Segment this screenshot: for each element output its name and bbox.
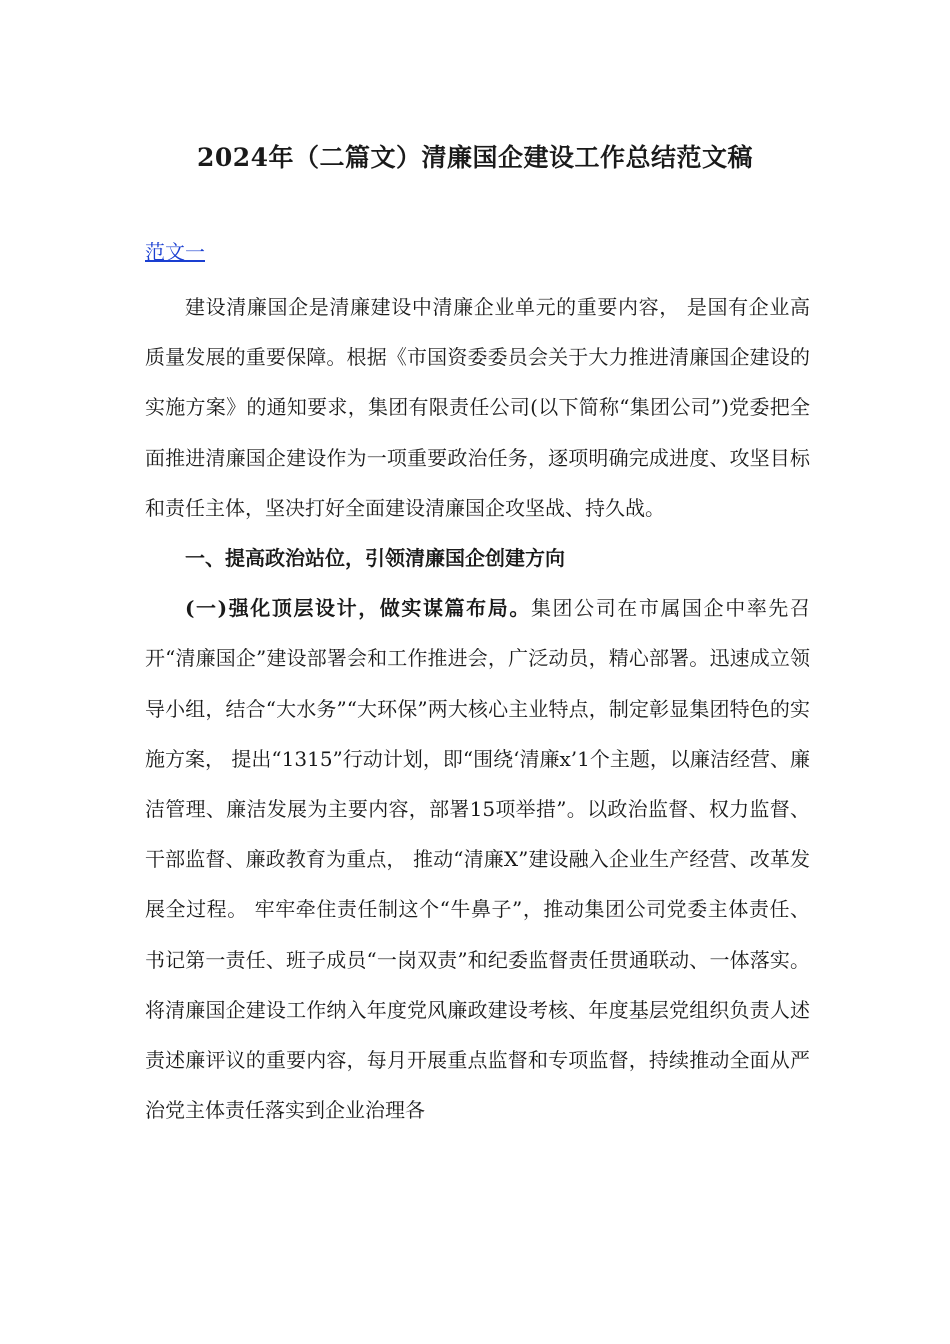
subsection-lead: (一)强化顶层设计，做实谋篇布局。 (185, 596, 531, 621)
document-body (145, 282, 810, 1135)
intro-paragraph: 建设清廉国企是清廉建设中清廉企业单元的重要内容， 是国有企业高质量发展的重要保障。根据《市国资委委员会关于大力推进清廉国企建设的实施方案》的通知要求，集团有限责任公司(以下简称“集团公司”)党委把全面推进清廉国企建设作为一项重要政治任务，逐项明确完成进度、攻坚目标和责任主体，坚决打好全面建设清廉国企攻坚战、持久战。 (145, 295, 810, 520)
document-title: 2024年（二篇文）清廉国企建设工作总结范文稿 (196, 143, 754, 172)
section-heading: 一、提高政治站位，引领清廉国企创建方向 (185, 546, 565, 571)
sample-one-link[interactable]: 范文一 (145, 240, 205, 264)
subsection-paragraph (145, 583, 810, 1135)
subsection-body: 集团公司在市属国企中率先召开“清廉国企”建设部署会和工作推进会，广泛动员，精心部署。迅速成立领导小组，结合“大水务”“大环保”两大核心主业特点，制定彰显集团特色的实施方案， 提出“1315”行动计划，即“围绕‘清廉x’1个主题，以廉洁经营、廉洁管理、廉洁发展为主要内容，部署15项举措”。以政治监督、权力监督、干部监督、廉政教育为重点， 推动“清廉X”建设融入企业生产经营、改革发展全过程。 牢牢牵住责任制这个“牛鼻子”，推动集团公司党委主体责任、书记第一责任、班子成员“一岗双责”和纪委监督责任贯通联动、一体落实。将清廉国企建设工作纳入年度党风廉政建设考核、年度基层党组织负责人述责述廉评议的重要内容，每月开展重点监督和专项监督，持续推动全面从严治党主体责任落实到企业治理各 (145, 596, 810, 1123)
